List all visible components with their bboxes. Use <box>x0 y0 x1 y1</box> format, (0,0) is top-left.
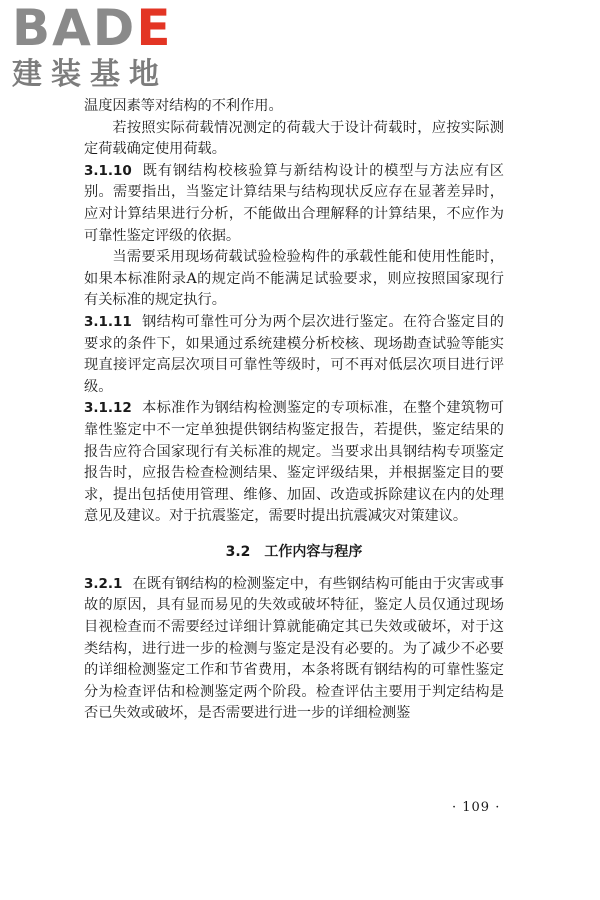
paragraph <box>84 574 504 725</box>
clause-number: 3.1.10 <box>84 162 132 179</box>
clause-number: 3.1.12 <box>84 400 132 417</box>
logo-cjk-text: 建装基地 <box>12 57 168 92</box>
paragraph-text: 温度因素等对结构的不利作用。 <box>84 98 283 114</box>
logo-wordmark-red: E <box>136 0 173 57</box>
paragraph-text: 当需要采用现场荷载试验检验构件的承载性能和使用性能时，如果本标准附录A的规定尚不能满足试验要求，则应按照国家现行有关标准的规定执行。 <box>84 249 504 309</box>
bottom-paragraphs <box>84 574 504 725</box>
paragraph-text: 若按照实际荷载情况测定的荷载大于设计荷载时，应按实际测定荷载确定使用荷载。 <box>84 119 504 158</box>
clause-number: 3.1.11 <box>84 313 132 330</box>
paragraph <box>84 96 504 118</box>
paragraph <box>84 398 504 528</box>
page-number: · 109 · <box>452 800 501 815</box>
paragraph <box>84 312 504 398</box>
brand-logo <box>12 2 182 94</box>
paragraph-text: 钢结构可靠性可分为两个层次进行鉴定。在符合鉴定目的要求的条件下，如果通过系统建模分析校核、现场勘查试验等能实现直接评定高层次项目可靠性等级时，可不再对低层次项目进行评级。 <box>84 313 504 395</box>
paragraph <box>84 247 504 312</box>
paragraph-text: 本标准作为钢结构检测鉴定的专项标准，在整个建筑物可靠性鉴定中不一定单独提供钢结构鉴定报告，若提供，鉴定结果的报告应符合国家现行有关标准的规定。当要求出具钢结构专项鉴定报告时，应报告检查检测结果、鉴定评级结果，并根据鉴定目的要求，提出包括使用管理、维修、加固、改造或拆除建议在内的处理意见及建议。对于抗震鉴定，需要时提出抗震减灾对策建议。 <box>84 400 504 525</box>
paragraph-text: 既有钢结构校核验算与新结构设计的模型与方法应有区别。需要指出，当鉴定计算结果与结构现状反应存在显著差异时，应对计算结果进行分析，不能做出合理解释的计算结果，不应作为可靠性鉴定评级的依据。 <box>84 162 504 244</box>
page-content <box>84 96 504 725</box>
section-title: 工作内容与程序 <box>264 543 363 560</box>
clause-number: 3.2.1 <box>84 575 123 592</box>
section-number: 3.2 <box>225 543 251 560</box>
paragraph <box>84 118 504 161</box>
logo-wordmark <box>12 0 173 57</box>
section-heading <box>84 542 504 562</box>
paragraph-text: 在既有钢结构的检测鉴定中，有些钢结构可能由于灾害或事故的原因，具有显而易见的失效或破坏特征，鉴定人员仅通过现场目视检查而不需要经过详细计算就能确定其已失效或破坏，对于这类结构，进行进一步的检测与鉴定是没有必要的。为了减少不必要的详细检测鉴定工作和节省费用，本条将既有钢结构的可靠性鉴定分为检查评估和检测鉴定两个阶段。检查评估主要用于判定结构是否已失效或破坏，是否需要进行进一步的详细检测鉴 <box>84 575 504 722</box>
logo-wordmark-gray: BAD <box>12 0 137 57</box>
top-paragraphs <box>84 96 504 528</box>
paragraph <box>84 161 504 247</box>
